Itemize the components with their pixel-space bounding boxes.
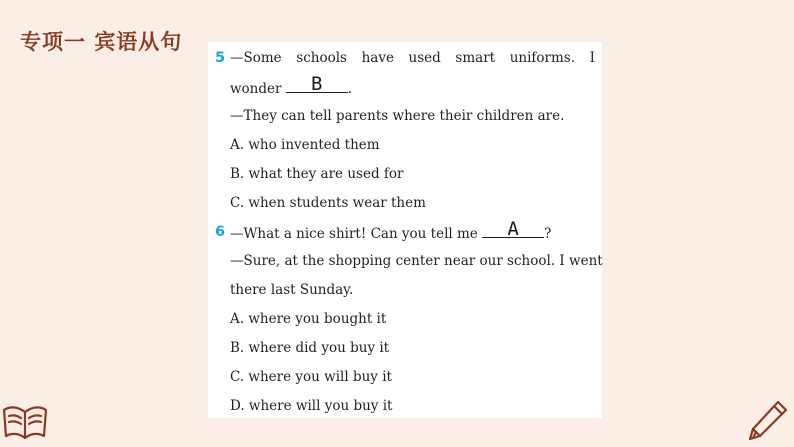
q6-reply-line-2: there last Sunday.	[230, 282, 354, 298]
q6-answer-blank	[482, 218, 544, 240]
q5-period: .	[347, 81, 353, 97]
q5-word: uniforms.	[509, 50, 575, 66]
q6-answer: A	[507, 218, 519, 240]
q5-answer-blank	[286, 73, 348, 95]
q5-line-1	[230, 49, 595, 67]
q5-prompt-text: wonder	[230, 81, 286, 97]
q5-option-a: A. who invented them	[230, 137, 380, 153]
q6-option-b: B. where did you buy it	[230, 340, 390, 356]
question-card	[208, 42, 602, 418]
q5-line-2	[230, 73, 353, 98]
q5-option-b: B. what they are used for	[230, 166, 404, 182]
q5-word: —Some	[230, 50, 282, 66]
q5-word: have	[361, 50, 394, 66]
q6-prompt-text: —What a nice shirt! Can you tell me	[230, 226, 483, 242]
q5-answer: B	[311, 73, 323, 95]
q6-line-1	[230, 218, 552, 243]
q6-option-c: C. where you will buy it	[230, 369, 392, 385]
q6-question-mark: ?	[544, 226, 552, 242]
q5-option-c: C. when students wear them	[230, 195, 426, 211]
q5-word: smart	[455, 50, 496, 66]
q6-option-a: A. where you bought it	[230, 311, 387, 327]
open-book-icon	[0, 396, 50, 446]
question-number-5: 5	[215, 50, 226, 66]
q5-word: I	[589, 50, 595, 66]
q6-reply-line-1: —Sure, at the shopping center near our school. I went	[230, 253, 603, 269]
pencil-icon	[744, 396, 792, 444]
q5-reply: —They can tell parents where their children are.	[230, 108, 565, 124]
question-number-6: 6	[215, 224, 226, 240]
q5-word: used	[408, 50, 441, 66]
q6-option-d: D. where will you buy it	[230, 398, 393, 414]
page-title: 专项一 宾语从句	[20, 30, 183, 54]
q5-word: schools	[296, 50, 347, 66]
